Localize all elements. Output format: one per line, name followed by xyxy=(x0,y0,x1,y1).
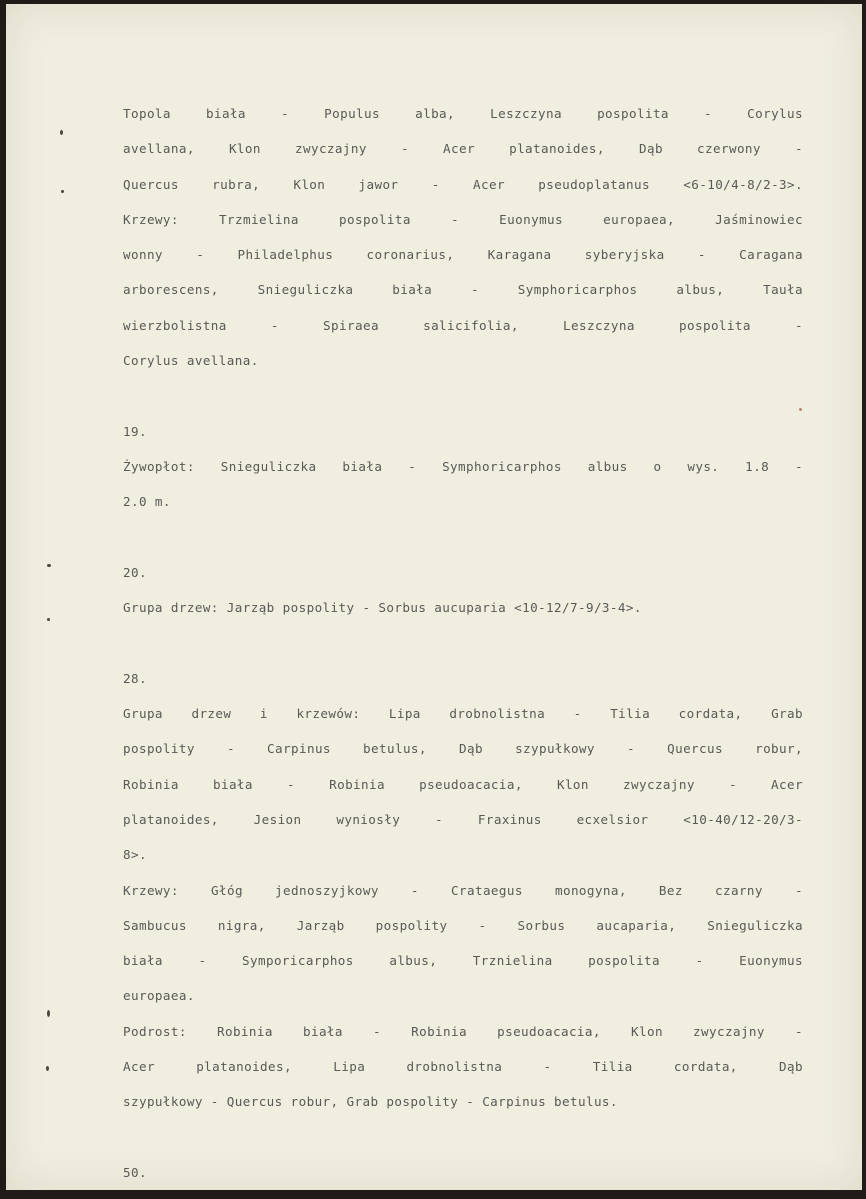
section-20 xyxy=(123,555,803,626)
ink-speck xyxy=(46,1066,49,1071)
section-number: 50. xyxy=(123,1164,147,1180)
text-line: platanoides, Jesion wyniosły - Fraxinus ecxelsior <10-40/12-20/3- xyxy=(123,811,803,827)
text-line: Sambucus nigra, Jarząb pospolity - Sorbus aucaparia, Snieguliczka xyxy=(123,917,803,933)
text-line: wierzbolistna - Spiraea salicifolia, Leszczyna pospolita - xyxy=(123,317,803,333)
section-number: 20. xyxy=(123,564,147,580)
text-line: Krzewy: Głóg jednoszyjkowy - Crataegus monogyna, Bez czarny - xyxy=(123,882,803,898)
text-line: Podrost: Robinia biała - Robinia pseudoacacia, Klon zwyczajny - xyxy=(123,1023,803,1039)
text-line: avellana, Klon zwyczajny - Acer platanoides, Dąb czerwony - xyxy=(123,141,803,157)
text-line: Krzewy: Trzmielina pospolita - Euonymus europaea, Jaśminowiec xyxy=(123,211,803,227)
text-line: Żywopłot: Snieguliczka biała - Symphoricarphos albus o wys. 1.8 - xyxy=(123,458,803,474)
text-line: Topola biała - Populus alba, Leszczyna pospolita - Corylus xyxy=(123,106,803,121)
section-number: 28. xyxy=(123,670,147,686)
section-19 xyxy=(123,414,803,520)
text-line: biała - Symporicarphos albus, Trznielina pospolita - Euonymus xyxy=(123,953,803,969)
text-line: europaea. xyxy=(123,988,195,1004)
text-line: Acer platanoides, Lipa drobnolistna - Tilia cordata, Dąb xyxy=(123,1059,803,1075)
text-line: arborescens, Snieguliczka biała - Symphoricarphos albus, Tauła xyxy=(123,282,803,298)
ink-speck xyxy=(60,130,63,135)
ink-speck xyxy=(61,190,64,193)
section-28 xyxy=(123,661,803,1120)
text-line: wonny - Philadelphus coronarius, Karagana syberyjska - Caragana xyxy=(123,247,803,263)
text-line: szypułkowy - Quercus robur, Grab pospolity - Carpinus betulus. xyxy=(123,1094,618,1110)
text-line: Quercus rubra, Klon jawor - Acer pseudoplatanus <6-10/4-8/2-3>. xyxy=(123,176,803,192)
section-50 xyxy=(123,1155,803,1190)
text-line: Grupa drzew: Jarząb pospolity - Sorbus aucuparia <10-12/7-9/3-4>. xyxy=(123,600,642,616)
ink-speck xyxy=(47,1010,50,1017)
text-line: pospolity - Carpinus betulus, Dąb szypułkowy - Quercus robur, xyxy=(123,741,803,757)
text-line: 2.0 m. xyxy=(123,494,171,510)
ink-speck xyxy=(47,564,51,567)
section-number: 19. xyxy=(123,423,147,439)
ink-speck xyxy=(47,618,50,621)
species-list-paragraph xyxy=(123,96,803,378)
text-line: Corylus avellana. xyxy=(123,353,259,369)
document-text xyxy=(123,96,803,1190)
text-line: Grupa drzew i krzewów: Lipa drobnolistna - Tilia cordata, Grab xyxy=(123,706,803,722)
text-line: 8>. xyxy=(123,847,147,863)
text-line: Robinia biała - Robinia pseudoacacia, Klon zwyczajny - Acer xyxy=(123,776,803,792)
